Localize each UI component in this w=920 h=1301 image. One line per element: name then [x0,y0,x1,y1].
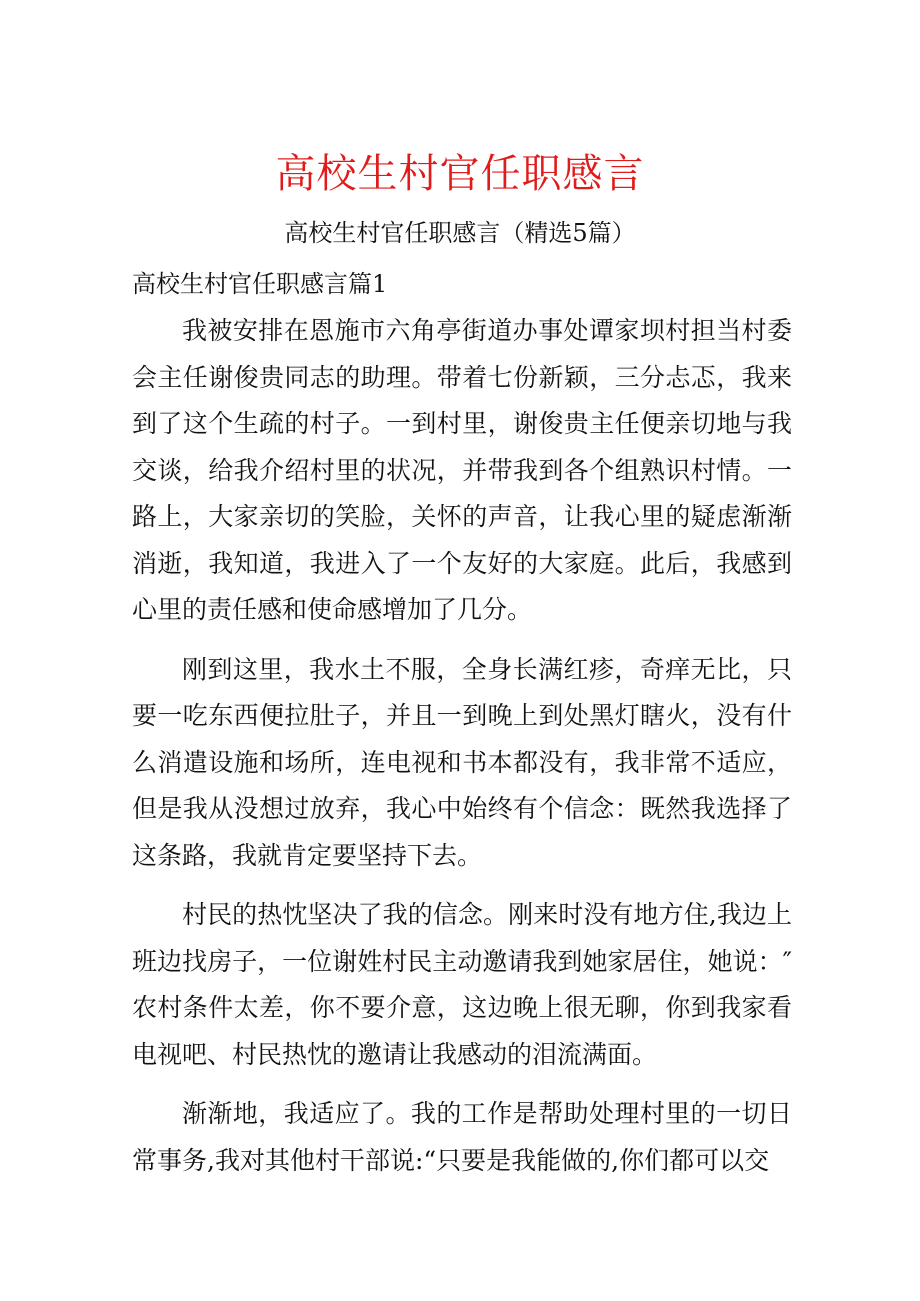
paragraph: 刚到这里，我水土不服，全身长满红疹，奇痒无比，只要一吃东西便拉肚子，并且一到晚上到处黑灯瞎火，没有什么消遣设施和场所，连电视和书本都没有，我非常不适应，但是我从没想过放弃，我心中始终有个信念：既然我选择了这条路，我就肯定要坚持下去。 [132,654,792,870]
paragraph: 渐渐地，我适应了。我的工作是帮助处理村里的一切日常事务,我对其他村干部说:“只要是我能做的,你们都可以交 [132,1099,792,1175]
paragraph: 我被安排在恩施市六角亭街道办事处谭家坝村担当村委会主任谢俊贵同志的助理。带着七份新颖，三分忐忑，我来到了这个生疏的村子。一到村里，谢俊贵主任便亲切地与我交谈，给我介绍村里的状况，并带我到各个组熟识村情。一路上，大家亲切的笑脸，关怀的声音，让我心里的疑虑渐渐消逝，我知道，我进入了一个友好的大家庭。此后，我感到心里的责任感和使命感增加了几分。 [132,316,792,624]
document-title: 高校生村官任职感言 [275,151,645,197]
document-subtitle: 高校生村官任职感言（精选5篇） [284,219,636,247]
section-heading: 高校生村官任职感言篇1 [132,270,388,298]
paragraph: 村民的热忱坚决了我的信念。刚来时没有地方住,我边上班边找房子，一位谢姓村民主动邀请我到她家居住，她说：″农村条件太差，你不要介意，这边晚上很无聊，你到我家看电视吧、村民热忱的邀请让我感动的泪流满面。 [132,900,792,1069]
body-text [132,308,792,1197]
